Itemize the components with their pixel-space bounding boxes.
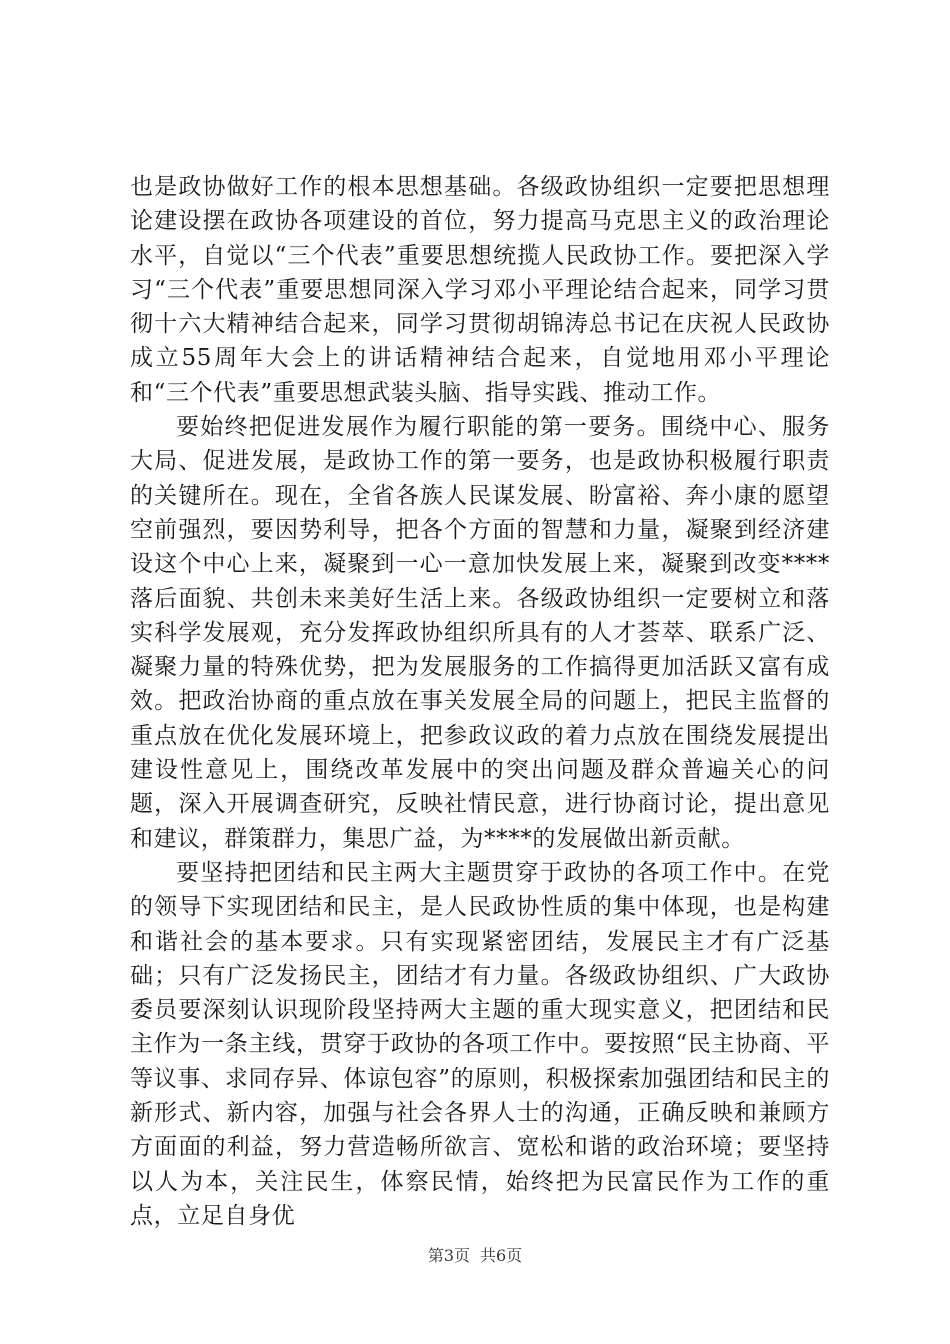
paragraph-unity-democracy: 要坚持把团结和民主两大主题贯穿于政协的各项工作中。在党的领导下实现团结和民主，是人民政协性质的集中体现，也是构建和谐社会的基本要求。只有实现紧密团结，发展民主才有广泛基础；只有广泛发扬民主，团结才有力量。各级政协组织、广大政协委员要深刻认识现阶段坚持两大主题的重大现实意义，把团结和民主作为一条主线，贯穿于政协的各项工作中。要按照“民主协商、平等议事、求同存异、体谅包容”的原则，积极探索加强团结和民主的新形式、新内容，加强与社会各界人士的沟通，正确反映和兼顾方方面面的利益，努力营造畅所欲言、宽松和谐的政治环境；要坚持以人为本，关注民生，体察民情，始终把为民富民作为工作的重点，立足自身优 xyxy=(130,859,830,1229)
page-total: 共6页 xyxy=(480,1246,523,1265)
document-body xyxy=(130,170,830,1233)
paragraph-promote-development: 要始终把促进发展作为履行职能的第一要务。围绕中心、服务大局、促进发展，是政协工作的第一要务，也是政协积极履行职责的关键所在。现在，全省各族人民谋发展、盼富裕、奔小康的愿望空前强烈，要因势利导，把各个方面的智慧和力量，凝聚到经济建设这个中心上来，凝聚到一心一意加快发展上来，凝聚到改变****落后面貌、共创未来美好生活上来。各级政协组织一定要树立和落实科学发展观，充分发挥政协组织所具有的人才荟萃、联系广泛、凝聚力量的特殊优势，把为发展服务的工作搞得更加活跃又富有成效。把政治协商的重点放在事关发展全局的问题上，把民主监督的重点放在优化发展环境上，把参政议政的着力点放在围绕发展提出建设性意见上，围绕改革发展中的突出问题及群众普遍关心的问题，深入开展调查研究，反映社情民意，进行协商讨论，提出意见和建议，群策群力，集思广益，为****的发展做出新贡献。 xyxy=(130,414,830,852)
page-footer xyxy=(0,1243,950,1266)
page-number: 第3页 xyxy=(427,1246,470,1265)
paragraph-continuation: 也是政协做好工作的根本思想基础。各级政协组织一定要把思想理论建设摆在政协各项建设的首位，努力提高马克思主义的政治理论水平，自觉以“三个代表”重要思想统揽人民政协工作。要把深入学习“三个代表”重要思想同深入学习邓小平理论结合起来，同学习贯彻十六大精神结合起来，同学习贯彻胡锦涛总书记在庆祝人民政协成立55周年大会上的讲话精神结合起来，自觉地用邓小平理论和“三个代表”重要思想武装头脑、指导实践、推动工作。 xyxy=(130,174,830,406)
